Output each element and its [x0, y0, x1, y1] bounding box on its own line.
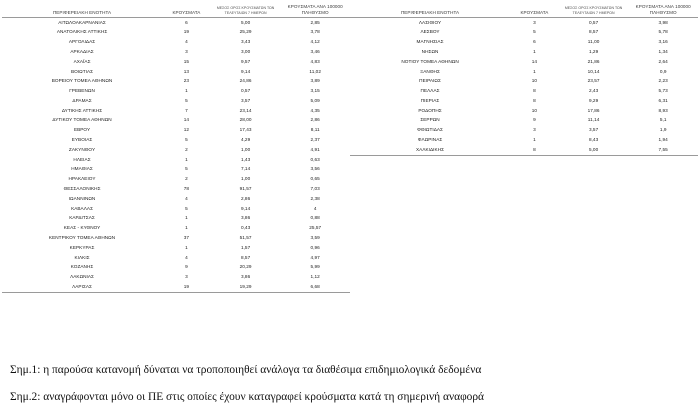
cell-cases: 19: [183, 29, 190, 35]
cell-cases: 37: [183, 235, 190, 241]
cell-cases-per-100k: 0,65: [310, 176, 320, 182]
cell-cases-per-100k: 25,57: [309, 225, 322, 231]
cell-cases: 5: [185, 166, 188, 172]
footnote-2: Σημ.2: αναγράφονται μόνο οι ΠΕ στις οποίες έχουν καταγραφεί κρούσματα κατά τη σημερινή αναφορά: [10, 390, 484, 403]
cell-cases-per-100k: 2,64: [658, 58, 668, 64]
cell-cases-per-100k: 5,99: [310, 264, 320, 270]
cell-cases: 1: [533, 137, 536, 143]
cell-cases-per-100k: 0,9: [659, 68, 667, 74]
table-row: [2, 47, 350, 57]
cell-cases-per-100k: 6,68: [280, 282, 350, 292]
table-row: [2, 185, 350, 195]
left-table-wrapper: [2, 4, 350, 293]
cell-region: ΕΒΡΟΥ: [73, 127, 91, 133]
cell-cases: 1: [185, 215, 188, 221]
cell-region: ΚΟΖΑΝΗΣ: [70, 264, 94, 270]
cell-cases-per-100k: 11,02: [309, 68, 321, 74]
table-row: [2, 17, 350, 27]
cell-avg-7days: 0,57: [240, 88, 251, 94]
cell-avg-7days: 4,29: [240, 137, 251, 143]
table-row: [2, 282, 350, 292]
cell-region: ΑΙΤΩΛΟΑΚΑΡΝΑΝΙΑΣ: [58, 19, 106, 25]
table-row: [2, 273, 350, 283]
cell-region: ΒΟΡΕΙΟΥ ΤΟΜΕΑ ΑΘΗΝΩΝ: [51, 78, 113, 84]
cell-cases-per-100k: 1,9: [659, 127, 667, 133]
cell-cases-per-100k: 3,59: [310, 235, 320, 241]
table-row: [2, 77, 350, 87]
cell-cases-per-100k: 8,93: [658, 107, 668, 113]
cell-region: ΝΟΤΙΟΥ ΤΟΜΕΑ ΑΘΗΝΩΝ: [401, 58, 459, 64]
cell-region: ΠΕΛΛΑΣ: [420, 88, 440, 94]
cell-region: ΚΕΝΤΡΙΚΟΥ ΤΟΜΕΑ ΑΘΗΝΩΝ: [48, 235, 116, 241]
table-row: [2, 116, 350, 126]
cell-region: ΔΥΤΙΚΟΥ ΤΟΜΕΑ ΑΘΗΝΩΝ: [52, 117, 112, 123]
table-row: [350, 145, 698, 155]
table-row: [350, 28, 698, 38]
cell-cases: 6: [533, 39, 536, 45]
cell-cases: 7: [185, 107, 188, 113]
cell-avg-7days: 3,57: [588, 127, 599, 133]
table-row: [2, 204, 350, 214]
cell-cases-per-100k: 5,73: [658, 88, 668, 94]
table-row: [2, 165, 350, 175]
regional-cases-table-right: [350, 4, 698, 156]
cell-avg-7days: 5,00: [559, 145, 629, 155]
cell-avg-7days: 23,14: [239, 107, 252, 113]
cell-cases: 4: [185, 254, 188, 260]
cell-avg-7days: 23,57: [587, 78, 600, 84]
table-row: [2, 126, 350, 136]
table-row: [350, 47, 698, 57]
cell-cases-per-100k: 4,83: [310, 58, 320, 64]
cell-cases-per-100k: 6,31: [658, 97, 668, 103]
cell-avg-7days: 1,57: [240, 244, 251, 250]
cell-cases: 1: [185, 225, 188, 231]
table-row: [2, 106, 350, 116]
table-row: [2, 234, 350, 244]
cell-cases-per-100k: 1,94: [658, 137, 668, 143]
cell-avg-7days: 8,43: [588, 137, 599, 143]
cell-avg-7days: 8,57: [588, 29, 599, 35]
cell-avg-7days: 19,29: [211, 282, 281, 292]
cell-avg-7days: 3,43: [240, 39, 251, 45]
cell-avg-7days: 10,14: [587, 68, 600, 74]
cell-cases-per-100k: 0,96: [310, 244, 320, 250]
cell-cases: 8: [533, 88, 536, 94]
cell-cases: 13: [183, 68, 190, 74]
header-row-left: [2, 4, 350, 17]
cell-region: ΡΟΔΟΠΗΣ: [418, 107, 442, 113]
header-region: ΠΕΡΙΦΕΡΕΙΑΚΗ ΕΝΟΤΗΤΑ: [2, 4, 162, 17]
header-avg-7days: ΜΕΣΟΣ ΟΡΟΣ ΚΡΟΥΣΜΑΤΩΝ ΤΩΝ ΤΕΛΕΥΤΑΙΩΝ 7 ΗΜΕΡΩΝ: [559, 4, 629, 17]
footnotes: [10, 364, 690, 404]
cell-cases: 8: [510, 145, 559, 155]
cell-cases: 3: [533, 127, 536, 133]
cell-cases-per-100k: 3,98: [658, 19, 668, 25]
cell-cases-per-100k: 3,56: [310, 166, 320, 172]
table-header-left: [2, 4, 350, 17]
table-row: [350, 67, 698, 77]
cell-avg-7days: 7,14: [240, 166, 251, 172]
cell-avg-7days: 11,00: [587, 39, 600, 45]
cell-region: ΗΜΑΘΙΑΣ: [71, 166, 93, 172]
cell-avg-7days: 91,57: [239, 186, 252, 192]
cell-cases-per-100k: 3,15: [310, 88, 320, 94]
cell-cases: 1: [185, 156, 188, 162]
table-row: [2, 38, 350, 48]
cell-avg-7days: 2,86: [240, 195, 251, 201]
cell-cases: 14: [531, 58, 538, 64]
cell-region: ΒΟΙΩΤΙΑΣ: [70, 68, 94, 74]
cell-region: ΝΗΣΩΝ: [421, 48, 439, 54]
cell-region: ΛΑΡΙΣΑΣ: [2, 282, 162, 292]
table-row: [350, 87, 698, 97]
cell-cases-per-100k: 8,11: [310, 127, 320, 133]
cell-cases-per-100k: 0,88: [310, 215, 320, 221]
cell-cases-per-100k: 2,37: [310, 137, 320, 143]
cell-cases: 5: [533, 29, 536, 35]
cell-cases-per-100k: 0,63: [310, 156, 320, 162]
cell-region: ΛΕΣΒΟΥ: [420, 29, 440, 35]
cell-cases: 9: [533, 117, 536, 123]
cell-region: ΦΛΩΡΙΝΑΣ: [417, 137, 443, 143]
table-row: [2, 214, 350, 224]
cell-region: ΜΑΓΝΗΣΙΑΣ: [416, 39, 444, 45]
table-row: [350, 38, 698, 48]
table-row: [350, 106, 698, 116]
cell-cases: 1: [185, 244, 188, 250]
table-header-right: [350, 4, 698, 17]
cell-avg-7days: 51,57: [239, 235, 252, 241]
cell-cases-per-100k: 3,78: [310, 29, 320, 35]
cell-cases-per-100k: 5,1: [659, 117, 667, 123]
cell-region: ΔΡΑΜΑΣ: [72, 97, 92, 103]
cell-cases-per-100k: 4: [313, 205, 317, 211]
cell-cases-per-100k: 2,23: [658, 78, 668, 84]
cell-cases: 2: [185, 146, 188, 152]
header-region: ΠΕΡΙΦΕΡΕΙΑΚΗ ΕΝΟΤΗΤΑ: [350, 4, 510, 17]
table-row: [2, 96, 350, 106]
cell-avg-7days: 5,00: [240, 19, 251, 25]
header-cases: ΚΡΟΥΣΜΑΤΑ: [510, 4, 559, 17]
cell-region: ΑΡΚΑΔΙΑΣ: [70, 48, 94, 54]
cell-cases: 10: [531, 107, 538, 113]
cell-avg-7days: 1,00: [240, 146, 251, 152]
cell-cases: 15: [183, 58, 190, 64]
cell-avg-7days: 3,57: [240, 97, 251, 103]
cell-cases: 4: [185, 195, 188, 201]
header-cases-per-100k: ΚΡΟΥΣΜΑΤΑ ΑΝΑ 100000 ΠΛΗΘΥΣΜΟ: [628, 4, 698, 17]
cell-avg-7days: 9,14: [240, 205, 251, 211]
cell-cases-per-100k: 2,38: [310, 195, 320, 201]
cell-avg-7days: 0,57: [588, 19, 599, 25]
tables-container: [2, 4, 698, 293]
cell-region: ΞΑΝΘΗΣ: [420, 68, 440, 74]
cell-region: ΑΝΑΤΟΛΙΚΗΣ ΑΤΤΙΚΗΣ: [56, 29, 108, 35]
header-row-right: [350, 4, 698, 17]
table-row: [2, 194, 350, 204]
cell-avg-7days: 1,43: [240, 156, 251, 162]
table-row: [350, 77, 698, 87]
cell-avg-7days: 9,14: [240, 68, 251, 74]
cell-cases-per-100k: 2,85: [310, 19, 320, 25]
cell-region: ΓΡΕΒΕΝΩΝ: [69, 88, 95, 94]
cell-cases: 10: [531, 78, 538, 84]
cell-cases: 8: [533, 97, 536, 103]
cell-cases: 78: [183, 186, 190, 192]
table-row: [2, 263, 350, 273]
cell-avg-7days: 24,86: [239, 78, 252, 84]
table-row: [2, 253, 350, 263]
table-row: [2, 67, 350, 77]
header-avg-7days: ΜΕΣΟΣ ΟΡΟΣ ΚΡΟΥΣΜΑΤΩΝ ΤΩΝ ΤΕΛΕΥΤΑΙΩΝ 7 ΗΜΕΡΩΝ: [211, 4, 281, 17]
table-row: [2, 155, 350, 165]
table-row: [2, 28, 350, 38]
cell-region: ΚΙΛΚΙΣ: [74, 254, 90, 260]
cell-cases: 12: [183, 127, 190, 133]
cell-avg-7days: 9,29: [588, 97, 599, 103]
cell-cases: 3: [185, 48, 188, 54]
cell-cases-per-100k: 1,12: [310, 274, 320, 280]
right-table-wrapper: [350, 4, 698, 156]
cell-cases: 1: [185, 88, 188, 94]
cell-cases: 23: [183, 78, 190, 84]
header-cases-per-100k: ΚΡΟΥΣΜΑΤΑ ΑΝΑ 100000 ΠΛΗΘΥΣΜΟ: [280, 4, 350, 17]
cell-region: ΚΕΡΚΥΡΑΣ: [69, 244, 95, 250]
cell-cases: 19: [162, 282, 211, 292]
cell-region: ΑΡΓΟΛΙΔΑΣ: [68, 39, 96, 45]
cell-avg-7days: 3,00: [240, 48, 251, 54]
cell-avg-7days: 25,29: [239, 29, 252, 35]
cell-avg-7days: 17,43: [239, 127, 252, 133]
cell-region: ΙΩΑΝΝΙΝΩΝ: [68, 195, 96, 201]
cell-region: ΘΕΣΣΑΛΟΝΙΚΗΣ: [63, 186, 101, 192]
cell-cases-per-100k: 5,78: [658, 29, 668, 35]
cell-cases-per-100k: 7,03: [310, 186, 320, 192]
cell-cases: 1: [533, 48, 536, 54]
cell-cases: 5: [185, 97, 188, 103]
cell-cases: 5: [185, 205, 188, 211]
cell-region: ΣΕΡΡΩΝ: [420, 117, 440, 123]
cell-cases: 5: [185, 137, 188, 143]
table-row: [2, 175, 350, 185]
cell-region: ΧΑΛΚΙΔΙΚΗΣ: [350, 145, 510, 155]
cell-cases-per-100k: 3,89: [310, 78, 320, 84]
cell-cases: 3: [533, 19, 536, 25]
table-row: [350, 126, 698, 136]
cell-cases-per-100k: 5,09: [310, 97, 320, 103]
table-row: [2, 224, 350, 234]
cell-cases-per-100k: 4,35: [310, 107, 320, 113]
cell-cases-per-100k: 3,46: [310, 48, 320, 54]
table-body-right: [350, 17, 698, 155]
table-row: [2, 87, 350, 97]
table-row: [350, 136, 698, 146]
cell-avg-7days: 1,29: [588, 48, 599, 54]
cell-avg-7days: 21,86: [587, 58, 600, 64]
cell-region: ΛΑΣΙΘΙΟΥ: [418, 19, 442, 25]
cell-region: ΠΕΙΡΑΙΩΣ: [419, 78, 441, 84]
table-row: [2, 136, 350, 146]
cell-cases-per-100k: 2,86: [310, 117, 320, 123]
cell-avg-7days: 9,57: [240, 58, 251, 64]
cell-cases: 14: [183, 117, 190, 123]
cell-region: ΔΥΤΙΚΗΣ ΑΤΤΙΚΗΣ: [61, 107, 103, 113]
cell-cases-per-100k: 4,91: [310, 146, 320, 152]
cell-avg-7days: 28,00: [239, 117, 252, 123]
cell-region: ΖΑΚΥΝΘΟΥ: [68, 146, 96, 152]
cell-cases-per-100k: 3,16: [658, 39, 668, 45]
cell-avg-7days: 3,86: [240, 215, 251, 221]
table-row: [350, 57, 698, 67]
cell-avg-7days: 0,43: [240, 225, 251, 231]
cell-avg-7days: 1,00: [240, 176, 251, 182]
cell-cases-per-100k: 4,97: [310, 254, 320, 260]
cell-cases-per-100k: 7,55: [628, 145, 698, 155]
cell-region: ΚΑΒΑΛΑΣ: [71, 205, 94, 211]
cell-avg-7days: 2,43: [588, 88, 599, 94]
cell-cases: 9: [185, 264, 188, 270]
table-row: [2, 57, 350, 67]
header-cases: ΚΡΟΥΣΜΑΤΑ: [162, 4, 211, 17]
cell-region: ΠΙΕΡΙΑΣ: [420, 97, 440, 103]
cell-cases-per-100k: 4,12: [310, 39, 320, 45]
cell-cases: 2: [185, 176, 188, 182]
cell-cases-per-100k: 1,34: [658, 48, 668, 54]
cell-region: ΛΑΚΩΝΙΑΣ: [70, 274, 94, 280]
cell-avg-7days: 3,86: [240, 274, 251, 280]
cell-cases: 3: [185, 274, 188, 280]
cell-cases: 4: [185, 39, 188, 45]
cell-avg-7days: 8,57: [240, 254, 251, 260]
cell-cases: 1: [533, 68, 536, 74]
cell-region: ΑΧΑΪΑΣ: [73, 58, 91, 64]
table-body-left: [2, 17, 350, 292]
cell-avg-7days: 11,14: [587, 117, 600, 123]
cell-region: ΕΥΒΟΙΑΣ: [71, 137, 93, 143]
cell-region: ΗΡΑΚΛΕΙΟΥ: [68, 176, 96, 182]
cell-region: ΚΕΑΣ - ΚΥΘΝΟΥ: [63, 225, 101, 231]
cell-region: ΚΑΡΔΙΤΣΑΣ: [69, 215, 95, 221]
table-row: [350, 96, 698, 106]
table-row: [2, 145, 350, 155]
regional-cases-table-left: [2, 4, 350, 293]
cell-region: ΦΘΙΩΤΙΔΑΣ: [417, 127, 443, 133]
cell-cases: 6: [185, 19, 188, 25]
table-row: [350, 116, 698, 126]
cell-avg-7days: 17,86: [587, 107, 600, 113]
cell-region: ΗΛΕΙΑΣ: [73, 156, 91, 162]
footnote-1: Σημ.1: η παρούσα κατανομή δύναται να τροποποιηθεί ανάλογα τα διαθέσιμα επιδημιολογικά δεδομένα: [10, 363, 482, 376]
table-row: [350, 17, 698, 27]
table-row: [2, 243, 350, 253]
cell-avg-7days: 20,29: [239, 264, 252, 270]
